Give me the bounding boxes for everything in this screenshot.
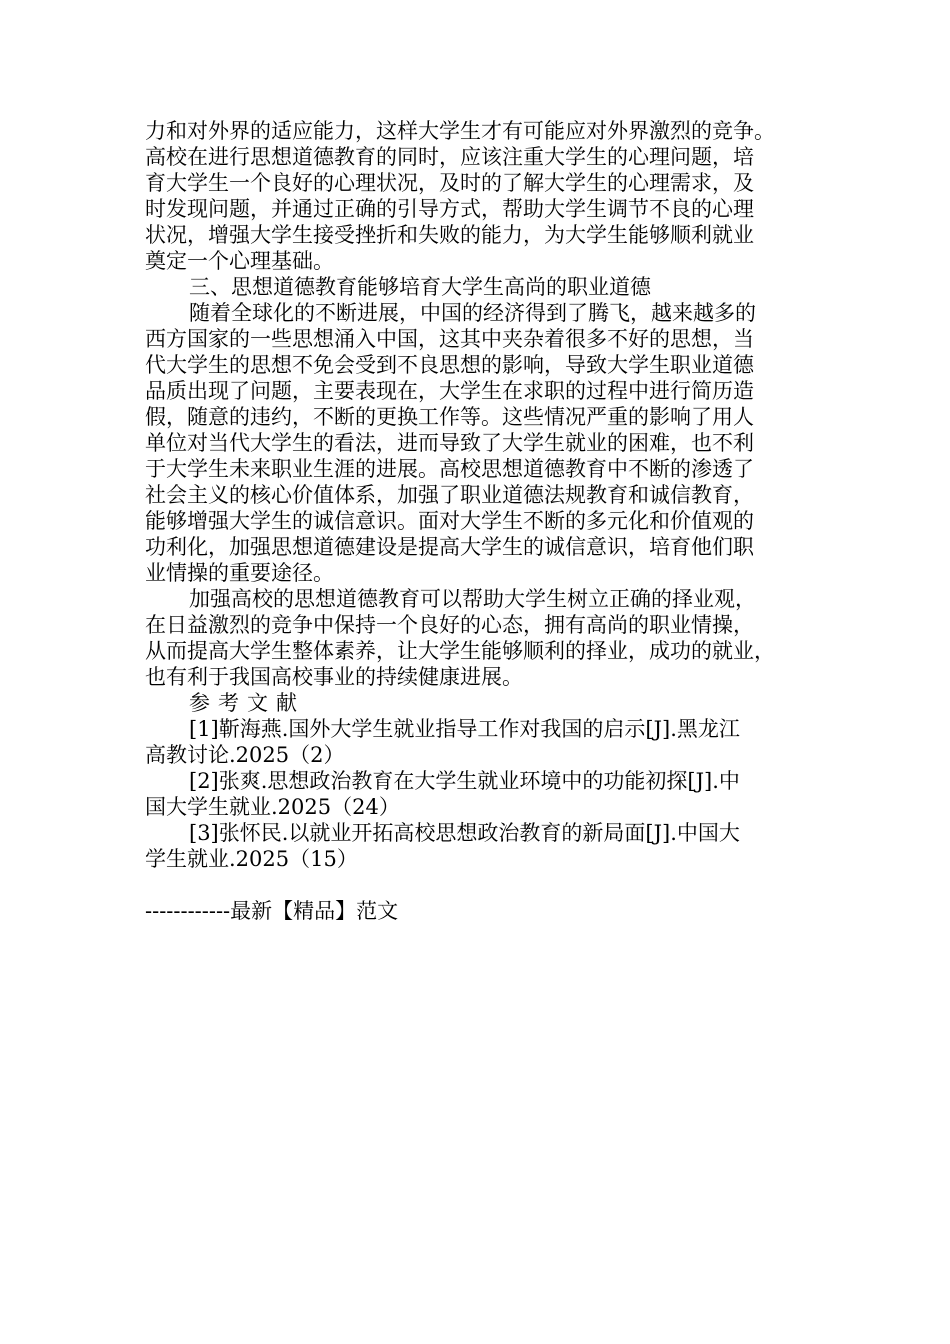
reference-item: [2]张爽.思想政治教育在大学生就业环境中的功能初探[J].中 xyxy=(189,769,740,793)
paragraph-line: 也有利于我国高校事业的持续健康进展。 xyxy=(145,665,523,689)
paragraph-line: 随着全球化的不断进展，中国的经济得到了腾飞，越来越多的 xyxy=(189,301,756,325)
reference-item-continuation: 高教讨论.2025（2） xyxy=(145,743,345,767)
paragraph-line: 品质出现了问题，主要表现在，大学生在求职的过程中进行简历造 xyxy=(145,379,754,403)
paragraph-line: 奠定一个心理基础。 xyxy=(145,249,334,273)
paragraph-line: 社会主义的核心价值体系，加强了职业道德法规教育和诚信教育， xyxy=(145,483,754,507)
reference-item-continuation: 国大学生就业.2025（24） xyxy=(145,795,400,819)
footer-text: ------------最新【精品】范文 xyxy=(145,899,399,923)
paragraph-line: 力和对外界的适应能力，这样大学生才有可能应对外界激烈的竞争。 xyxy=(145,119,775,143)
paragraph-line: 时发现问题，并通过正确的引导方式，帮助大学生调节不良的心理 xyxy=(145,197,754,221)
paragraph-line: 从而提高大学生整体素养，让大学生能够顺利的择业，成功的就业， xyxy=(145,639,775,663)
reference-item-continuation: 学生就业.2025（15） xyxy=(145,847,358,871)
paragraph-line: 单位对当代大学生的看法，进而导致了大学生就业的困难，也不利 xyxy=(145,431,754,455)
document-body xyxy=(145,118,817,872)
paragraph-line: 高校在进行思想道德教育的同时，应该注重大学生的心理问题，培 xyxy=(145,145,754,169)
references-heading: 参考文献 xyxy=(189,691,305,715)
paragraph-line: 于大学生未来职业生涯的进展。高校思想道德教育中不断的渗透了 xyxy=(145,457,754,481)
paragraph-line: 功利化，加强思想道德建设是提高大学生的诚信意识，培育他们职 xyxy=(145,535,754,559)
paragraph-line: 假，随意的违约，不断的更换工作等。这些情况严重的影响了用人 xyxy=(145,405,754,429)
section-heading: 三、思想道德教育能够培育大学生高尚的职业道德 xyxy=(189,275,651,299)
paragraph-line: 业情操的重要途径。 xyxy=(145,561,334,585)
paragraph-line: 代大学生的思想不免会受到不良思想的影响，导致大学生职业道德 xyxy=(145,353,754,377)
paragraph-line: 状况，增强大学生接受挫折和失败的能力，为大学生能够顺利就业 xyxy=(145,223,754,247)
reference-item: [1]靳海燕.国外大学生就业指导工作对我国的启示[J].黑龙江 xyxy=(189,717,740,741)
reference-item: [3]张怀民.以就业开拓高校思想政治教育的新局面[J].中国大 xyxy=(189,821,740,845)
paragraph-line: 育大学生一个良好的心理状况，及时的了解大学生的心理需求，及 xyxy=(145,171,754,195)
paragraph-line: 能够增强大学生的诚信意识。面对大学生不断的多元化和价值观的 xyxy=(145,509,754,533)
paragraph-line: 加强高校的思想道德教育可以帮助大学生树立正确的择业观， xyxy=(189,587,756,611)
paragraph-line: 西方国家的一些思想涌入中国，这其中夹杂着很多不好的思想，当 xyxy=(145,327,754,351)
paragraph-line: 在日益激烈的竞争中保持一个良好的心态，拥有高尚的职业情操， xyxy=(145,613,754,637)
